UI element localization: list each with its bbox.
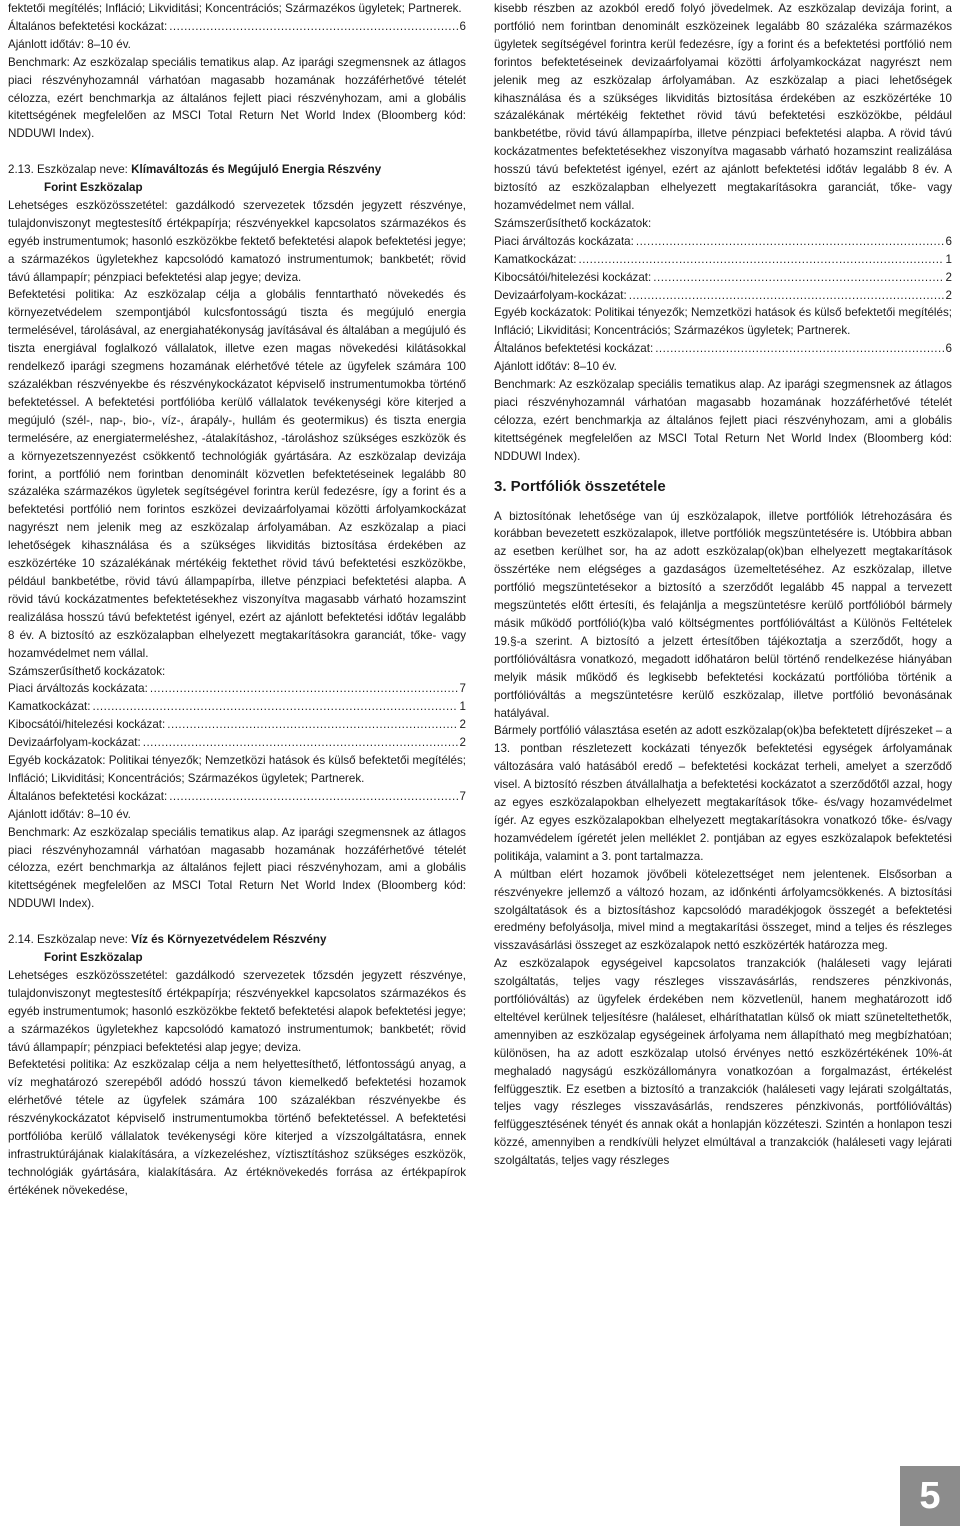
intro-general-risk-row: [8, 18, 466, 36]
benchmark-label: Benchmark:: [494, 378, 556, 392]
risk-value: 2: [459, 718, 466, 732]
dot-leader: [143, 734, 458, 752]
risk-label: Kamatkockázat:: [494, 252, 577, 266]
dot-leader: [167, 716, 457, 734]
dot-leader: [578, 251, 943, 269]
policy-continued: kisebb részben az azokból eredő folyó jövedelmek. Az eszközalap devizája forint, a portfólió nem forintban denominált eszközeinek legalább 80 százaléka származékos ügyletek segítségével forintra kerül fedezésre, így a forint és a befektetési portfólió nem forintos befektetéseinek devizaárfolyamai közötti árfolyamkockázat nagyrészt nem jelenik meg az eszközalap árfolyamában. Az eszközalap a piaci lehetőségek kihasználása és a szükséges likviditás biztosítása érdekében az eszközértéke 10 százalékának mértékéig fektethet rövid távú befektetési eszközökbe, például bankbetétbe, rövid távú állampapírba, illetve pénzpiaci befektetési alapba. A rövid távú kockázatmentes befektetésekhez viszonyítva magasabb várható hozamszint realizálása hosszú távú befektetést igényel, ezért az ajánlott befektetési időtáv legalább 8 év. A biztosító az eszközalapban elhelyezett megtakarításokra garanciát, tőke- vagy hozamvédelmet nem vállal.: [494, 2, 952, 212]
intro-benchmark: [8, 54, 466, 144]
risk-row: [494, 233, 952, 251]
risk-label: Kibocsátói/hitelezési kockázat:: [8, 718, 166, 732]
left-column: [8, 0, 466, 1200]
dot-leader: [169, 18, 457, 36]
section-3-paragraph-3: A múltban elért hozamok jövőbeli kötelezettséget nem jelentenek. Elsősorban a részvényekre jellemző a változó hozam, az időnkénti árfolyamcsökkenés. A biztosítási szolgáltatások és a biztosításhoz kapcsolódó maradékjogok összegét a befektetési eredmény befolyásolja, mivel mind a megtakarítási összeget, mind a teljes és részleges visszavásárlási összeget az eszközalapok nettó eszközérték határozza meg.: [494, 867, 952, 953]
dot-leader: [92, 698, 457, 716]
right-column: [494, 0, 952, 1170]
policy-text: Az eszközalap célja a nem helyettesíthető, létfontosságú anyag, a víz meghatározó szerepéből adódó hosszú távon kiemelkedő befektetési hozamok elérhetővé tétele az ügyfelek számára 100 százalékban részvényekbe és részvénykockázatot képviselő instrumentumokba történő befektetéssel. A befektetési portfólióba kerülő vállalatok tevékenységi köre kiterjed a vízszolgáltatásra, ennek infrastruktúrájának kialakítására, a vízkezeléshez, víztisztításhoz szükséges eszközök, technológiák gyártására, kialakítására. Az értéknövekedés forrása az értékpapírok értékének növekedése,: [8, 1058, 466, 1197]
fund-name-label: Eszközalap neve:: [37, 933, 128, 947]
composition: [8, 967, 466, 1057]
horizon: Ajánlott időtáv: 8–10 év.: [8, 807, 131, 821]
general-risk-row: [8, 788, 466, 806]
benchmark-text: Az eszközalap speciális tematikus alap. Az iparági szegmensnek az átlagos piaci részvényhozamnál várhatóan magasabb hozamának hozzáférhetővé tételét célozza, ezért benchmarkja az általános fejlett piaci részvényhozam, ami a globális kitettségének megfelelően az MSCI Total Return Net World Index (Bloomberg kód: NDDUWI Index).: [494, 378, 952, 463]
investment-policy: [8, 286, 466, 662]
section-number: 2.14.: [8, 933, 34, 947]
risk-row: [8, 734, 466, 752]
general-risk-label: Általános befektetési kockázat:: [494, 342, 654, 356]
benchmark-text: Az eszközalap speciális tematikus alap. Az iparági szegmensnek az átlagos piaci részvényhozamnál várhatóan magasabb hozamának hozzáférhetővé tételét célozza, ezért benchmarkja az általános fejlett piaci részvényhozam, ami a globális kitettségének megfelelően az MSCI Total Return Net World Index (Bloomberg kód: NDDUWI Index).: [8, 825, 466, 911]
benchmark: [8, 824, 466, 914]
section-3-paragraph-2: Bármely portfólió választása esetén az adott eszközalap(ok)ba befektetett díjrészeket – a 13. pontban részletezett kockázati tényezők befektetési egységek árfolyamának változására való hatásából eredő – befektetési kockázat terheli, amelyet a szerződő visel. A biztosító részben átvállalhatja a befektetési kockázatot a szerződőtől azzal, hogy az egyes eszközalapokban elhelyezett megtakarítások tőke- és/vagy hozamvédelmet ígér. Az egyes eszközalapokban elhelyezett megtakarításokra vonatkozó tőke- és/vagy hozamvédelem ígéretét jelen melléklet 2. pontjában az egyes eszközalapok befektetési politikája, valamint a 3. pont tartalmazza.: [494, 724, 952, 863]
risk-value: 2: [945, 270, 952, 284]
dot-leader: [150, 680, 458, 698]
risk-value: 1: [459, 700, 466, 714]
risk-value: 1: [945, 252, 952, 266]
fund-name-line: [8, 161, 466, 179]
section-3-title: 3. Portfóliók összetétele: [494, 477, 666, 495]
section-number: 2.13.: [8, 163, 34, 177]
dot-leader: [636, 233, 944, 251]
policy-text: Az eszközalap célja a globális fenntartható növekedés és környezetvédelem szempontjából kulcsfontosságú tiszta és megújuló energia termelésével, tárolásával, az energiahatékonyság javításával és általában a megújuló és tiszta energiával foglalkozó vállalatok, illetve ezen magas növekedési kilátásokkal rendelkező iparági szegmens hozamának elérhetővé tétele az ügyfelek számára 100 százalékban részvényekbe és részvénykockázatot képviselő instrumentumokba történő befektetéssel. A befektetési portfólióba kerülő vállalatok tevékenységi köre kiterjed a megújuló (szél-, nap-, bio-, víz-, árapály-, hullám és geotermikus) és tiszta energia termelésére, az energiatermeléshez, -átalakításhoz, -tároláshoz szükséges eszközök és a környezetszennyezést csökkentő technológiák gyártására. Az eszközalap devizája forint, a portfólió nem forintban denominált közvetlen befektetéseinek legalább 80 százaléka származékos ügyletek segítségével forintra kerül fedezésre, így a forint és a befektetési portfólió nem forintos eszközei devizaárfolyamai közötti árfolyamkockázat nagyrészt nem jelenik meg az eszközalap árfolyamában. Az eszközalap a piaci lehetőségek kihasználása és a szükséges likviditás biztosítása érdekében az eszközértéke 10 százalékának mértékéig fektethet rövid távú befektetési eszközökbe, például bankbetétbe, rövid távú állampapírba, illetve pénzpiaci befektetési alapba. A rövid távú kockázatmentes befektetésekhez viszonyítva magasabb várható hozamszint realizálása hosszú távú befektetést igényel, ezért az ajánlott befektetési időtáv legalább 8 év. A biztosító az eszközalapban elhelyezett megtakarításokra garanciát, tőke- vagy hozamvédelmet nem vállal.: [8, 288, 466, 660]
risk-value: 7: [459, 682, 466, 696]
risk-row: [494, 251, 952, 269]
fund-section-2-13: [8, 161, 466, 913]
risk-row: [8, 680, 466, 698]
general-risk-row: [494, 340, 952, 358]
risk-label: Piaci árváltozás kockázata:: [494, 234, 634, 248]
composition-label: Lehetséges eszközösszetétel:: [8, 198, 168, 212]
benchmark-label: Benchmark:: [8, 825, 70, 839]
quant-risks-title: Számszerűsíthető kockázatok:: [8, 664, 166, 678]
section-3-paragraph-4: Az eszközalapok egységeivel kapcsolatos tranzakciók (haláleseti vagy lejárati szolgáltatás, teljes vagy részleges visszavásárlás, rendszeres pénzkivonás, portfólióváltás) az ügyfelek érdekében nem közvetlenül, hanem meghatározott idő elteltével kerülnek teljesítésre (haláleset, elháríthatatlan külső ok miatt szüneteltethetők, amennyiben az eszközalap egységeinek árfolyama nem állapítható meg megbízhatóan; különösen, ha az adott eszközalap utolsó érvényes nettó eszközértékének 10%-át meghaladó nagyságú eszközállományra vonatkozóan a forgalmazást, értékelést felfüggesztik. Ez esetben a biztosító a tranzakciók (haláleseti vagy lejárati szolgáltatás, teljes vagy részleges visszavásárlás, rendszeres pénzkivonás, portfólióváltás) felfüggesztésének tényét és annak okát a honlapján közzéteszi. Szintén a honlapon teszi közzé, amennyiben a rendkívüli helyzet elmúltával a tranzakciók (haláleseti vagy lejárati szolgáltatás, teljes vagy részleges: [494, 957, 952, 1168]
quant-risks-list: [8, 680, 466, 752]
intro-general-risk-label: Általános befektetési kockázat:: [8, 19, 168, 33]
investment-policy: [8, 1056, 466, 1199]
dot-leader: [169, 788, 457, 806]
fund-section-2-14: [8, 931, 466, 1200]
fund-name: Víz és Környezetvédelem Részvény: [131, 933, 327, 947]
other-risks-text: Politikai tényezők; Nemzetközi hatások és külső befektetői megítélés; Infláció; Likviditási; Koncentrációs; Származékos ügyletek; Partnerek.: [8, 754, 466, 785]
policy-label: Befektetési politika:: [8, 1058, 110, 1072]
benchmark: [494, 376, 952, 466]
horizon: Ajánlott időtáv: 8–10 év.: [494, 360, 617, 374]
dot-leader: [629, 287, 944, 305]
risk-label: Devizaárfolyam-kockázat:: [494, 288, 627, 302]
risk-label: Kibocsátói/hitelezési kockázat:: [494, 270, 652, 284]
general-risk-label: Általános befektetési kockázat:: [8, 789, 168, 803]
risk-row: [494, 269, 952, 287]
quant-risks-title: Számszerűsíthető kockázatok:: [494, 216, 652, 230]
dot-leader: [653, 269, 943, 287]
general-risk-value: 7: [459, 789, 466, 803]
fund-name-line: [8, 931, 466, 949]
composition-label: Lehetséges eszközösszetétel:: [8, 968, 168, 982]
other-risks-text: Politikai tényezők; Nemzetközi hatások és külső befektetői megítélés; Infláció; Likviditási; Koncentrációs; Származékos ügyletek; Partnerek.: [494, 306, 952, 338]
fund-name-cont: Forint Eszközalap: [44, 181, 143, 195]
composition-text: gazdálkodó szervezetek tőzsdén jegyzett részvénye, tulajdonviszonyt megtestesítő értékpapírja; részvényekkel kapcsolatos származékos és egyéb instrumentumok; hasonló eszközökbe fektető befektetési alapok befektetési jegye; a származékos ügyletekhez kapcsolódó kamatozó instrumentumok; bankbetét; rövid távú állampapír; pénzpiaci befektetési alap jegye; deviza.: [8, 198, 466, 284]
other-risks: [8, 752, 466, 788]
intro-benchmark-label: Benchmark:: [8, 55, 70, 69]
risk-value: 2: [945, 288, 952, 302]
risk-label: Kamatkockázat:: [8, 700, 91, 714]
composition: [8, 197, 466, 287]
other-risks-label: Egyéb kockázatok:: [494, 306, 592, 320]
risk-label: Devizaárfolyam-kockázat:: [8, 736, 141, 750]
intro-benchmark-text: Az eszközalap speciális tematikus alap. Az iparági szegmensnek az átlagos piaci részvényhozamnál várhatóan magasabb hozamának hozzáférhetővé tételét célozza, ezért benchmarkja az általános fejlett piaci részvényhozam, ami a globális kitettségének megfelelően az MSCI Total Return Net World Index (Bloomberg kód: NDDUWI Index).: [8, 55, 466, 141]
page-number: 5: [900, 1466, 960, 1526]
risk-row: [494, 287, 952, 305]
section-3-paragraph-1: A biztosítónak lehetősége van új eszközalapok, illetve portfóliók létrehozására és korábban bevezetett eszközalapok, illetve portfóliók megszüntetésére is. Utóbbira abban az esetben kerülhet sor, ha az adott eszközalap(ok)ban elhelyezett megtakarítások összértéke nem elégséges a gazdaságos üzemeltetéséhez. Az eszközalap, illetve portfólió megszüntetésekor a biztosító a szerződőt legalább 45 nappal a tervezett megszüntetés előtt értesíti, és felajánlja a megszüntetésre kerülő portfólióból bármely másik működő portfólió(k)ba való költségmentes portfólióváltást a Különös Feltételek 19.§-a szerint. A biztosító a jelzett értesítőben tájékoztatja a szerződőt, hogy a portfólióváltásra vonatkozó, megadott időhatáron belül történő rendelkezése hiányában melyik másik működő és legkisebb befektetési kockázatú portfólióba történik a portfólióváltás a megszüntetésre kerülő eszközalap, illetve portfólió bevonásának hatályával.: [494, 509, 952, 720]
fund-name-cont: Forint Eszközalap: [44, 951, 143, 964]
intro-general-risk-value: 6: [459, 19, 466, 33]
quant-risks-list: [494, 233, 952, 305]
intro-other-risks: fektetői megítélés; Infláció; Likviditási; Koncentrációs; Származékos ügyletek; Partnerek.: [8, 2, 462, 15]
risk-label: Piaci árváltozás kockázata:: [8, 682, 148, 696]
risk-value: 2: [459, 736, 466, 750]
general-risk-value: 6: [945, 342, 952, 356]
policy-label: Befektetési politika:: [8, 288, 115, 302]
risk-value: 6: [945, 234, 952, 248]
risk-row: [8, 698, 466, 716]
other-risks-label: Egyéb kockázatok:: [8, 754, 106, 768]
risk-row: [8, 716, 466, 734]
composition-text: gazdálkodó szervezetek tőzsdén jegyzett részvénye, tulajdonviszonyt megtestesítő értékpapírja; részvényekkel kapcsolatos származékos és egyéb instrumentumok; hasonló eszközökbe fektető befektetési alapok befektetési jegye; a származékos ügyletekhez kapcsolódó kamatozó instrumentumok; bankbetét; rövid távú állampapír; pénzpiaci befektetési alap jegye; deviza.: [8, 968, 466, 1054]
intro-horizon: Ajánlott időtáv: 8–10 év.: [8, 37, 131, 51]
dot-leader: [655, 340, 943, 358]
fund-name-label: Eszközalap neve:: [37, 163, 128, 177]
fund-name: Klímaváltozás és Megújuló Energia Részvény: [131, 163, 382, 177]
other-risks: [494, 304, 952, 340]
